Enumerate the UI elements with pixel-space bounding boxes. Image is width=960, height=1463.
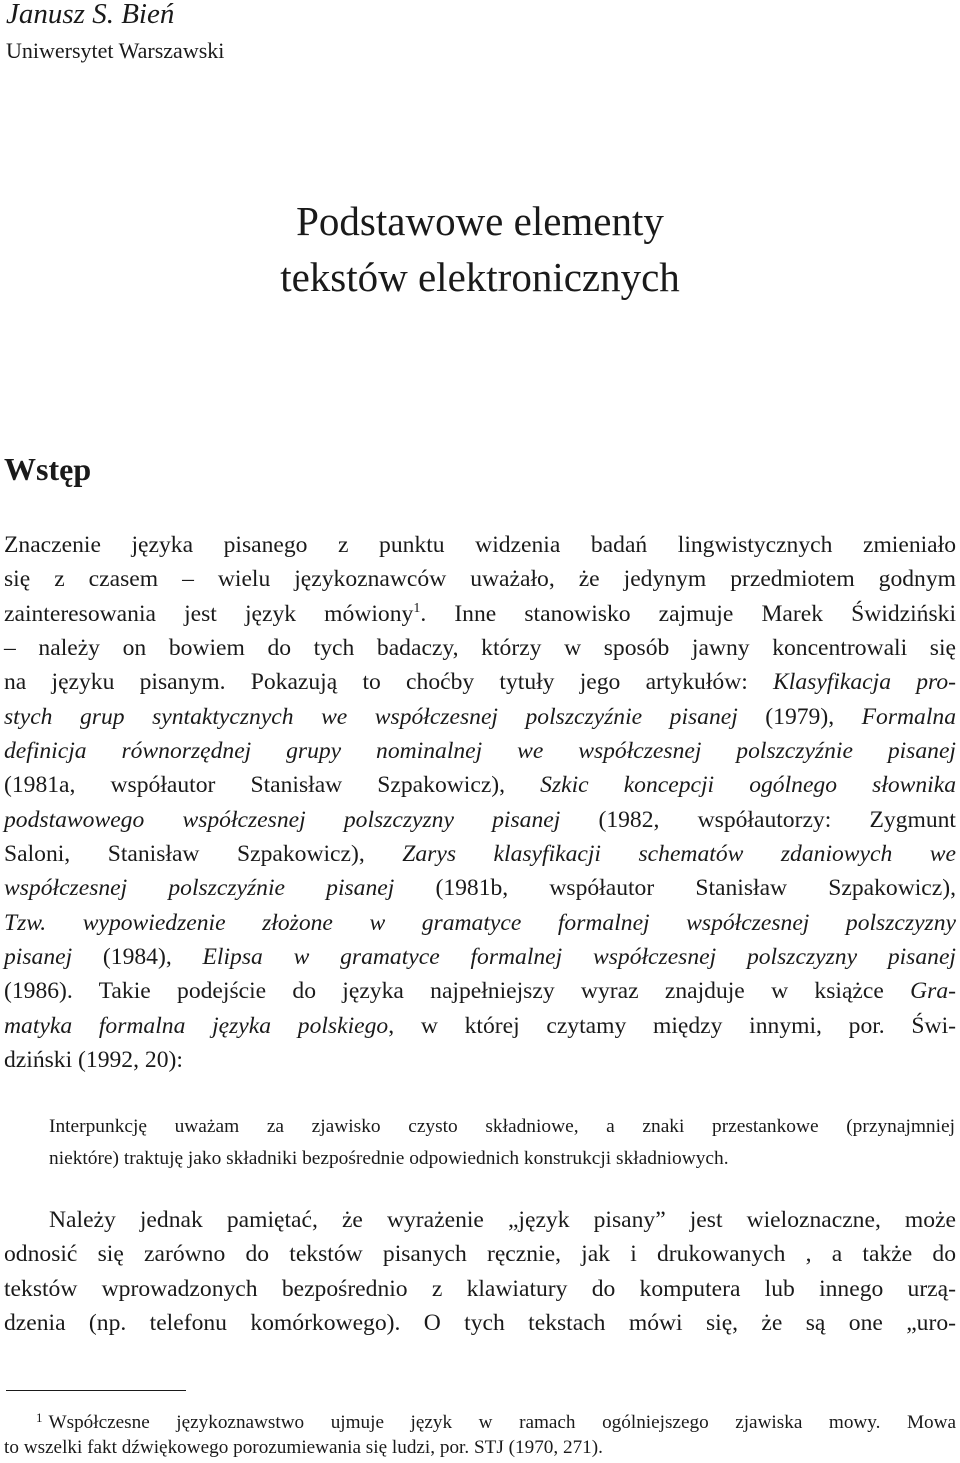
text-line — [4, 803, 956, 837]
cited-title: stych grup syntaktycznych we współczesnej polszczyźnie pisanej — [4, 703, 738, 730]
text-run: Współczesne językoznawstwo ujmuje język w ramach ogólniejszego zjawiska mowy. Mowa — [48, 1412, 956, 1433]
footnote — [4, 1403, 956, 1463]
author-name: Janusz S. Bień — [6, 0, 175, 30]
quote-line: Interpunkcję uważam za zjawisko czysto składniowe, a znaki przestankowe (przynajmniej — [49, 1116, 955, 1137]
cited-title: Szkic koncepcji ogólnego słownika — [540, 772, 956, 799]
section-heading: Wstęp — [4, 451, 92, 487]
text-line — [4, 837, 956, 871]
footnote-line: to wszelki fakt dźwiękowego porozumiewania się ludzi, por. STJ (1970, 271). — [4, 1437, 603, 1458]
cited-title: Gra- — [910, 978, 956, 1005]
cited-title: definicja równorzędnej grupy nominalnej we współczesnej polszczyźnie pisanej — [4, 738, 956, 765]
text-line: Znaczenie języka pisanego z punktu widzenia badań lingwistycznych zmieniało — [4, 532, 956, 558]
intro-paragraph — [4, 528, 956, 1078]
text-line: – należy on bowiem do tych badaczy, którzy w sposób jawny koncentrowali się — [4, 635, 956, 662]
cited-title: współczesnej polszczyźnie pisanej — [4, 875, 395, 902]
text-line: odnosić się zarówno do tekstów pisanych ręcznie, jak i drukowanych , a także do — [4, 1241, 956, 1268]
cited-title: Zarys klasyfikacji schematów zdaniowych we — [402, 841, 957, 868]
author-affiliation: Uniwersytet Warszawski — [6, 38, 225, 63]
text-run: (1982, współautorzy: Zygmunt — [560, 806, 956, 833]
text-line — [4, 974, 956, 1008]
text-run: (1981a, współautor Stanisław Szpakowicz), — [4, 772, 541, 799]
text-line — [4, 1009, 956, 1043]
text-run: (1981b, współautor Stanisław Szpakowicz), — [394, 875, 957, 902]
text-line: dziński (1992, 20): — [4, 1047, 183, 1074]
text-run: zainteresowania jest język mówiony — [4, 600, 414, 627]
text-run: (1979), — [737, 703, 862, 730]
text-line: dzenia (np. telefonu komórkowego). O tych tekstach mówi się, że są one „uro- — [4, 1310, 956, 1337]
text-line: się z czasem – wielu językoznawców uważało, że jedynym przedmiotem godnym — [4, 566, 956, 593]
text-line — [4, 768, 956, 802]
text-run: . Inne stanowisko zajmuje Marek Świdziński — [420, 600, 957, 627]
cited-title: podstawowego współczesnej polszczyzny pisanej — [4, 806, 561, 833]
article-title — [0, 193, 960, 305]
footnote-number: 1 — [36, 1410, 43, 1425]
text-run: , w której czytamy między innymi, por. Świ- — [388, 1012, 956, 1039]
text-line: tekstów wprowadzonych bezpośrednio z klawiatury do komputera lub innego urzą- — [4, 1275, 956, 1302]
footnote-divider — [6, 1390, 186, 1391]
cited-title: Tzw. wypowiedzenie złożone w gramatyce formalnej współczesnej polszczyzny — [4, 909, 956, 936]
text-run: (1986). Takie podejście do języka najpełniejszy wyraz znajduje w książce — [4, 978, 911, 1005]
block-quote — [49, 1111, 955, 1175]
cited-title: Klasyfikacja pro- — [773, 669, 956, 696]
cited-title: Elipsa w gramatyce formalnej współczesnej polszczyzny pisanej — [202, 944, 956, 971]
cited-title: matyka formalna języka polskiego — [4, 1012, 389, 1039]
title-line: tekstów elektronicznych — [280, 254, 680, 300]
text-run: (1984), — [72, 944, 203, 971]
text-line — [4, 906, 956, 940]
text-run: Saloni, Stanisław Szpakowicz), — [4, 841, 403, 868]
text-line — [4, 940, 956, 974]
text-line — [4, 700, 956, 734]
text-line — [4, 665, 956, 699]
text-line — [4, 734, 956, 768]
cited-title: Formalna — [861, 703, 956, 730]
footnote-marker[interactable]: 1 — [413, 600, 421, 616]
text-line — [4, 597, 956, 631]
text-line — [4, 871, 956, 905]
footnote-line — [4, 1403, 956, 1433]
quote-line: niektóre) traktuję jako składniki bezpośrednie odpowiednich konstrukcji składniowych. — [49, 1148, 729, 1169]
second-paragraph — [4, 1203, 956, 1340]
title-line: Podstawowe elementy — [296, 198, 664, 244]
cited-title: pisanej — [4, 944, 73, 971]
text-line: Należy jednak pamiętać, że wyrażenie „język pisany” jest wieloznaczne, może — [49, 1207, 956, 1233]
text-run: na języku pisanym. Pokazują to choćby tytuły jego artykułów: — [4, 669, 774, 696]
